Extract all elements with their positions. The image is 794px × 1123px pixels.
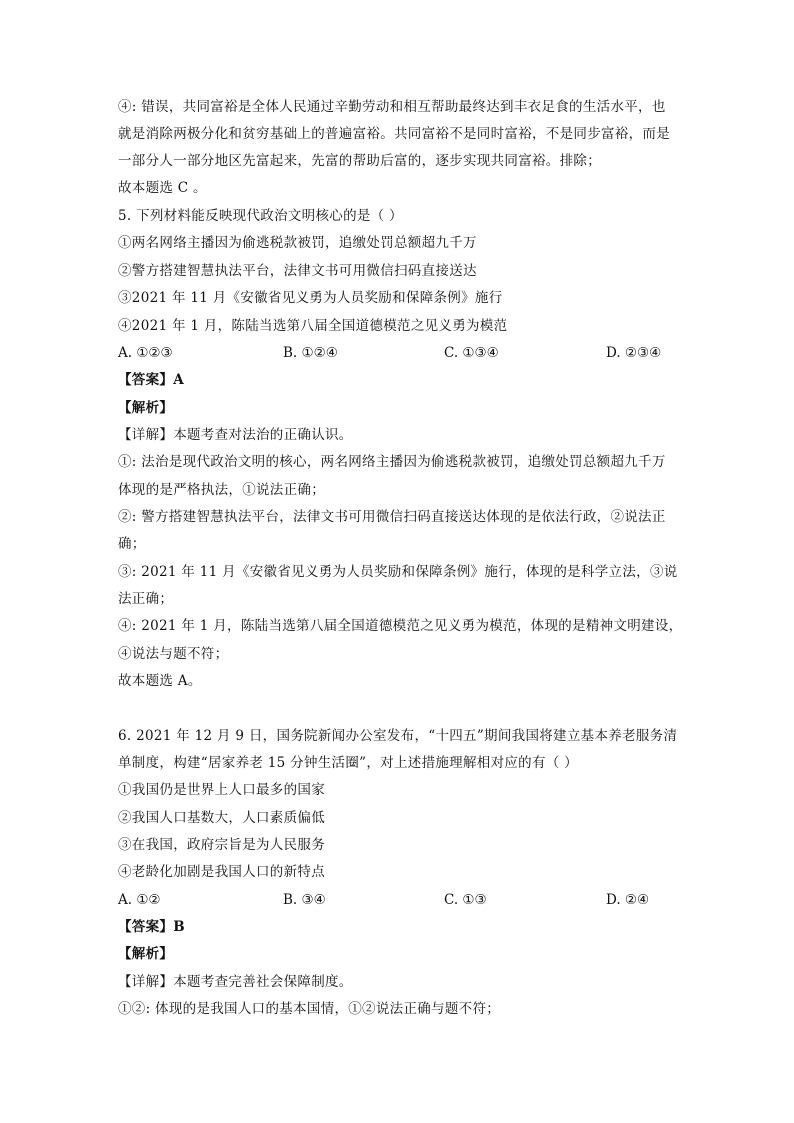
q5-explain-3-line2: 法正确； bbox=[118, 591, 174, 607]
q5-item-4: ④2021 年 1 月，陈陆当选第八届全国道德模范之见义勇为模范 bbox=[118, 318, 508, 334]
q5-explain-4-line1: ④: 2021 年 1 月，陈陆当选第八届全国道德模范之见义勇为模范，体现的是精神文明建设， bbox=[118, 618, 683, 634]
q6-stem-line2: 单制度，构建“居家养老 15 分钟生活圈”，对上述措施理解相对应的有（ ） bbox=[118, 755, 578, 771]
q5-analysis-heading: 【解析】 bbox=[118, 400, 174, 416]
q5-option-a: A. ①②③ bbox=[118, 345, 173, 361]
q5-item-1: ①两名网络主播因为偷逃税款被罚，追缴处罚总额超九千万 bbox=[118, 235, 477, 251]
q6-explain-line1: ①②: 体现的是我国人口的基本国情，①②说法正确与题不符； bbox=[118, 1001, 501, 1017]
prev-analysis-item4-line1: ④: 错误，共同富裕是全体人民通过辛勤劳动和相互帮助最终达到丰衣足食的生活水平，也 bbox=[118, 99, 666, 115]
q6-item-3: ③在我国，政府宗旨是为人民服务 bbox=[118, 837, 325, 853]
q6-option-a: A. ①② bbox=[118, 892, 161, 908]
q5-explain-1-line2: 体现的是严格执法，①说法正确； bbox=[118, 482, 325, 498]
q6-analysis-heading: 【解析】 bbox=[118, 946, 174, 962]
prev-conclusion: 故本题选 C 。 bbox=[118, 180, 207, 196]
q5-explain-2-line2: 确； bbox=[118, 536, 146, 552]
q5-detail: 【详解】本题考查对法治的正确认识。 bbox=[118, 427, 353, 443]
q6-item-1: ①我国仍是世界上人口最多的国家 bbox=[118, 782, 325, 798]
q5-conclusion: 故本题选 A。 bbox=[118, 673, 202, 689]
q6-answer: 【答案】B bbox=[118, 919, 185, 935]
q5-explain-4-line2: ④说法与题不符； bbox=[118, 646, 229, 662]
q6-options bbox=[118, 891, 678, 909]
prev-analysis-item4-line2: 就是消除两极分化和贫穷基础上的普遍富裕。共同富裕不是同时富裕，不是同步富裕，而是 bbox=[118, 126, 670, 142]
q6-stem-line1: 6. 2021 年 12 月 9 日，国务院新闻办公室发布，“十四五”期间我国将建立基本养老服务清 bbox=[118, 728, 678, 744]
q6-item-2: ②我国人口基数大，人口素质偏低 bbox=[118, 810, 325, 826]
q6-option-c: C. ①③ bbox=[444, 892, 487, 908]
q5-answer: 【答案】A bbox=[118, 372, 184, 388]
q5-explain-3-line1: ③: 2021 年 11 月《安徽省见义勇为人员奖励和保障条例》施行，体现的是科学立法，③说 bbox=[118, 564, 678, 580]
q5-explain-2-line1: ②: 警方搭建智慧执法平台，法律文书可用微信扫码直接送达体现的是依法行政，②说法正 bbox=[118, 509, 666, 525]
q5-item-2: ②警方搭建智慧执法平台，法律文书可用微信扫码直接送达 bbox=[118, 263, 477, 279]
q6-item-4: ④老龄化加剧是我国人口的新特点 bbox=[118, 864, 325, 880]
q5-options bbox=[118, 344, 678, 362]
q5-option-d: D. ②③④ bbox=[606, 345, 662, 361]
q5-option-c: C. ①③④ bbox=[444, 345, 499, 361]
q6-detail: 【详解】本题考查完善社会保障制度。 bbox=[118, 974, 353, 990]
prev-analysis-item4-line3: 一部分人一部分地区先富起来，先富的帮助后富的，逐步实现共同富裕。排除； bbox=[118, 153, 601, 169]
q6-option-b: B. ③④ bbox=[283, 892, 326, 908]
q5-option-b: B. ①②④ bbox=[283, 345, 338, 361]
q5-explain-1-line1: ①: 法治是现代政治文明的核心，两名网络主播因为偷逃税款被罚，追缴处罚总额超九千万 bbox=[118, 454, 666, 470]
q6-option-d: D. ②④ bbox=[606, 892, 650, 908]
q5-stem: 5. 下列材料能反映现代政治文明核心的是（ ） bbox=[118, 208, 403, 224]
q5-item-3: ③2021 年 11 月《安徽省见义勇为人员奖励和保障条例》施行 bbox=[118, 290, 503, 306]
